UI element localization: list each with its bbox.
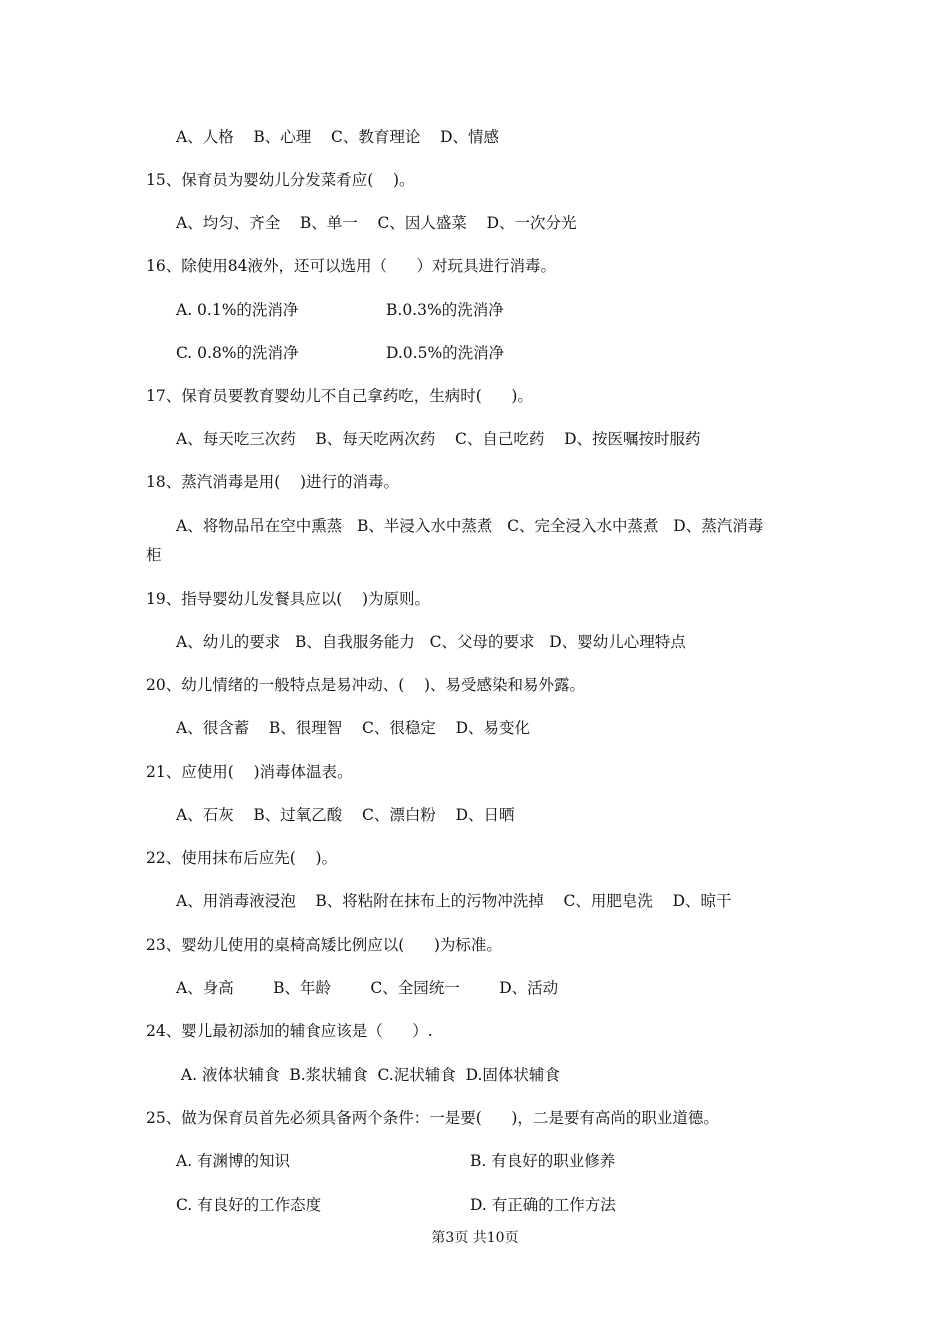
q16-option-c: C. 0.8%的洗消净	[176, 344, 299, 362]
q15-options: A、均匀、齐全 B、单一 C、因人盛菜 D、一次分光	[176, 214, 577, 232]
q25-option-b: B. 有良好的职业修养	[470, 1152, 616, 1170]
q25-option-d: D. 有正确的工作方法	[470, 1196, 616, 1214]
question-24: 24、婴儿最初添加的辅食应该是（ ）.	[146, 1022, 433, 1040]
question-25: 25、做为保育员首先必须具备两个条件：一是要( )，二是要有高尚的职业道德。	[146, 1109, 719, 1127]
question-22: 22、使用抹布后应先( )。	[146, 849, 338, 867]
q23-options: A、身高 B、年龄 C、全园统一 D、活动	[176, 979, 559, 997]
q16-option-b: B.0.3%的洗消净	[386, 301, 504, 319]
question-21: 21、应使用( )消毒体温表。	[146, 763, 353, 781]
q18-options-continued: 柜	[146, 546, 162, 564]
q22-options: A、用消毒液浸泡 B、将粘附在抹布上的污物冲洗掉 C、用肥皂洗 D、晾干	[176, 892, 732, 910]
question-16: 16、除使用84液外，还可以选用（ ）对玩具进行消毒。	[146, 257, 557, 275]
page-footer: 第3页 共10页	[431, 1230, 519, 1246]
question-15: 15、保育员为婴幼儿分发菜肴应( )。	[146, 171, 415, 189]
q24-options: A. 液体状辅食 B.浆状辅食 C.泥状辅食 D.固体状辅食	[176, 1066, 560, 1084]
question-19: 19、指导婴幼儿发餐具应以( )为原则。	[146, 590, 431, 608]
q21-options: A、石灰 B、过氧乙酸 C、漂白粉 D、日晒	[176, 806, 515, 824]
q19-options: A、幼儿的要求 B、自我服务能力 C、父母的要求 D、婴幼儿心理特点	[176, 633, 686, 651]
q17-options: A、每天吃三次药 B、每天吃两次药 C、自己吃药 D、按医嘱按时服药	[176, 430, 701, 448]
q18-options: A、将物品吊在空中熏蒸 B、半浸入水中蒸煮 C、完全浸入水中蒸煮 D、蒸汽消毒	[176, 517, 764, 535]
q14-options: A、人格 B、心理 C、教育理论 D、情感	[176, 128, 499, 146]
question-18: 18、蒸汽消毒是用( )进行的消毒。	[146, 473, 400, 491]
q25-option-a: A. 有渊博的知识	[176, 1152, 291, 1170]
question-20: 20、幼儿情绪的一般特点是易冲动、( )、易受感染和易外露。	[146, 676, 586, 694]
q20-options: A、很含蓄 B、很理智 C、很稳定 D、易变化	[176, 719, 530, 737]
q16-option-d: D.0.5%的洗消净	[386, 344, 505, 362]
question-17: 17、保育员要教育婴幼儿不自己拿药吃，生病时( )。	[146, 387, 533, 405]
question-23: 23、婴幼儿使用的桌椅高矮比例应以( )为标准。	[146, 936, 502, 954]
q25-option-c: C. 有良好的工作态度	[176, 1196, 322, 1214]
q16-option-a: A. 0.1%的洗消净	[176, 301, 299, 319]
